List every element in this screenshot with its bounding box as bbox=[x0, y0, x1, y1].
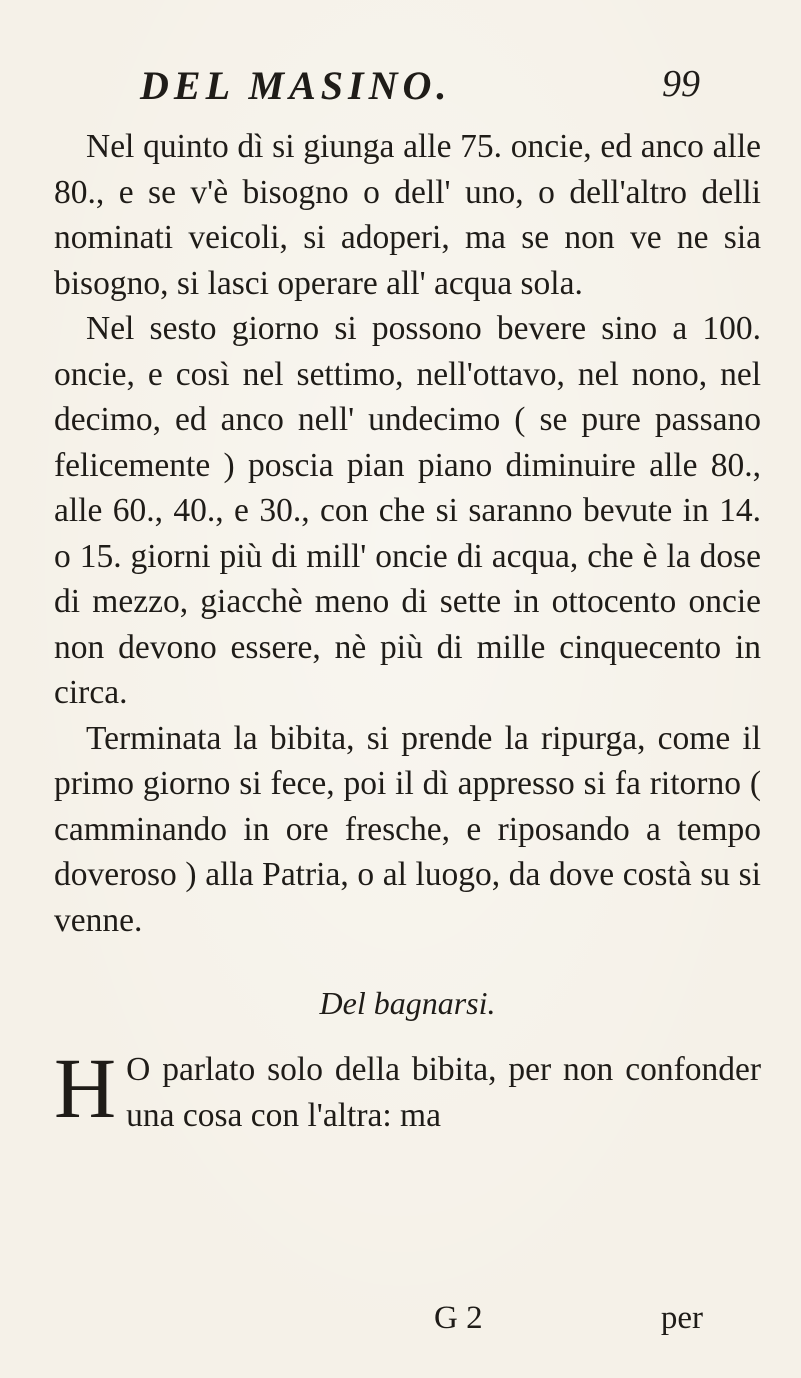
page-footer bbox=[54, 1300, 761, 1340]
section-title: Del bagnarsi. bbox=[319, 985, 496, 1021]
paragraph-1: Nel quinto dì si giunga alle 75. oncie, ed anco alle 80., e se v'è bisogno o dell' uno, o dell'altro delli nominati veicoli, si adoperi, ma se non ve ne sia bisogno, si lasci operare all' acqua sola. bbox=[54, 128, 761, 302]
section-paragraph bbox=[54, 1040, 761, 1138]
catchword: per bbox=[660, 1300, 703, 1336]
paragraph-3: Terminata la bibita, si prende la ripurga, come il primo giorno si fece, poi il dì appresso si fa ritorno ( camminando in ore fresche, e riposando a tempo doveroso ) alla Patria, o al luogo, da dove costà su si venne. bbox=[54, 719, 761, 939]
page-header bbox=[140, 62, 700, 112]
page-number: 99 bbox=[662, 63, 700, 105]
signature-mark: G 2 bbox=[434, 1300, 483, 1336]
running-head: DEL MASINO. bbox=[140, 63, 452, 108]
body-text bbox=[54, 124, 761, 1138]
paragraph-2: Nel sesto giorno si possono bevere sino a 100. oncie, e così nel settimo, nell'ottavo, nel nono, nel decimo, ed anco nell' undecimo ( se pure passano felicemente ) poscia pian piano diminuire alle 80., alle 60., 40., e 30., con che si saranno bevute in 14. o 15. giorni più di mill' oncie di acqua, che è la dose di mezzo, giacchè meno di sette in ottocento oncie non devono essere, nè più di mille cinquecento in circa. bbox=[54, 310, 761, 711]
drop-cap: H bbox=[54, 1040, 117, 1136]
section-paragraph-text: O parlato solo della bibita, per non confonder una cosa con l'altra: ma bbox=[126, 1051, 761, 1134]
